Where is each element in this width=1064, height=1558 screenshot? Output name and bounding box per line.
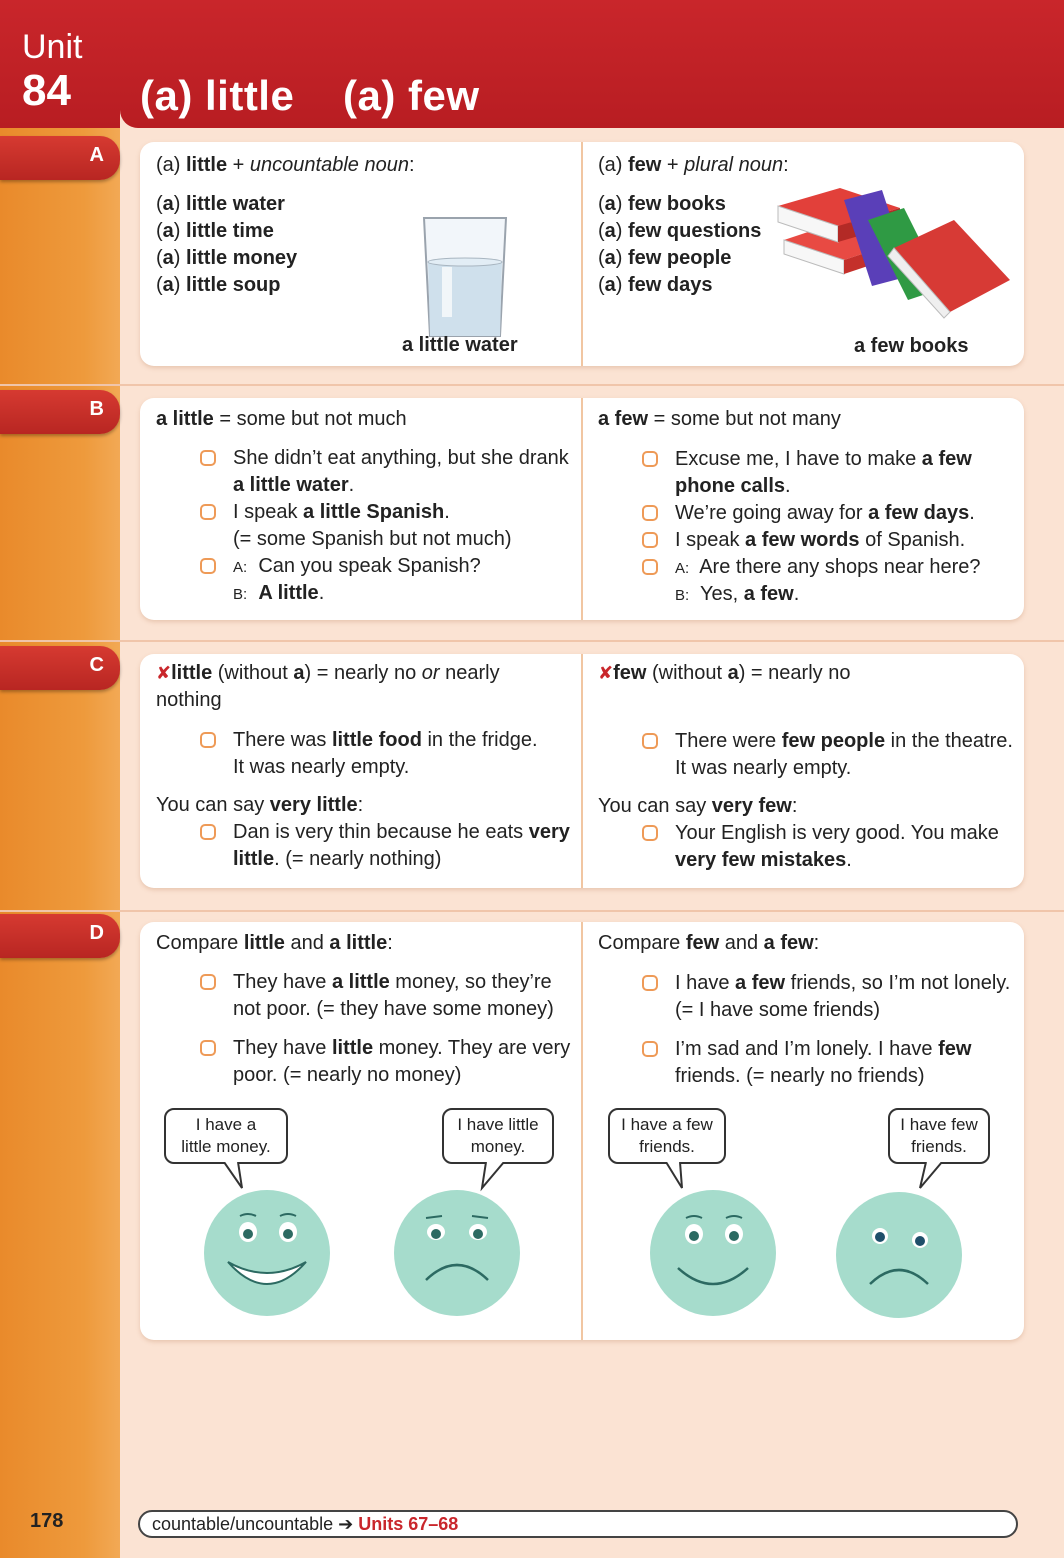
sad-face-icon <box>834 1190 964 1320</box>
speech-bubble: I have a little money. <box>164 1108 288 1164</box>
example-text: very few mistakes. <box>675 849 852 871</box>
sad-face-icon <box>392 1188 522 1318</box>
example-text: A: Are there any shops near here? <box>675 556 981 578</box>
section-tab-d: D <box>0 914 120 958</box>
bullet-icon <box>642 733 658 749</box>
example-text: It was nearly empty. <box>233 756 410 778</box>
list-item: (a) few books <box>598 193 726 215</box>
section-c-left-heading-cont: nothing <box>156 689 222 711</box>
example-text: There were few people in the theatre. <box>675 730 1013 752</box>
section-d-left-heading: Compare little and a little: <box>156 932 393 954</box>
bullet-icon <box>200 504 216 520</box>
example-text: We’re going away for a few days. <box>675 502 975 524</box>
footer-text: countable/uncountable <box>152 1514 339 1534</box>
section-d-panel <box>140 922 1024 1340</box>
units-link[interactable]: Units 67–68 <box>358 1514 459 1534</box>
footer-reference <box>138 1510 1018 1538</box>
bullet-icon <box>642 505 658 521</box>
divider-line <box>0 910 1064 912</box>
example-text: They have a little money, so they’re <box>233 971 552 993</box>
example-text: I have a few friends, so I’m not lonely. <box>675 972 1011 994</box>
bullet-icon <box>642 825 658 841</box>
image-caption: a few books <box>854 335 969 357</box>
example-text: poor. (= nearly no money) <box>233 1064 462 1086</box>
unit-box <box>0 0 120 128</box>
example-text: I speak a few words of Spanish. <box>675 529 966 551</box>
example-text: It was nearly empty. <box>675 757 852 779</box>
example-text: B: A little. <box>233 582 325 604</box>
list-item: (a) little money <box>156 247 298 269</box>
example-text: phone calls. <box>675 475 791 497</box>
bullet-icon <box>642 559 658 575</box>
example-text: I’m sad and I’m lonely. I have few <box>675 1038 972 1060</box>
section-c-left-heading: ✘little (without a) = nearly no or nearly <box>156 662 500 684</box>
example-text: a little water. <box>233 474 355 496</box>
section-d-right-heading: Compare few and a few: <box>598 932 820 954</box>
section-a-panel <box>140 142 1024 366</box>
section-b-panel <box>140 398 1024 620</box>
speech-bubble: I have little money. <box>442 1108 554 1164</box>
example-text: not poor. (= they have some money) <box>233 998 554 1020</box>
section-c-right-heading: ✘few (without a) = nearly no <box>598 662 851 684</box>
page-title: (a) little (a) few <box>140 72 480 119</box>
example-text: She didn’t eat anything, but she drank <box>233 447 569 469</box>
example-text: Dan is very thin because he eats very <box>233 821 570 843</box>
example-text: (= some Spanish but not much) <box>233 528 512 550</box>
happy-face-icon <box>648 1188 778 1318</box>
section-b-right-heading: a few = some but not many <box>598 408 841 430</box>
bubble-tail-icon <box>916 1162 956 1192</box>
speech-bubble: I have a few friends. <box>608 1108 726 1164</box>
bullet-icon <box>642 1041 658 1057</box>
image-caption: a little water <box>402 334 518 356</box>
section-tab-b: B <box>0 390 120 434</box>
cross-icon: ✘ <box>598 663 614 683</box>
section-tab-c: C <box>0 646 120 690</box>
bullet-icon <box>200 732 216 748</box>
section-c-panel <box>140 654 1024 888</box>
example-text: B: Yes, a few. <box>675 583 800 605</box>
books-icon <box>774 180 1014 330</box>
speech-bubble: I have few friends. <box>888 1108 990 1164</box>
bullet-icon <box>642 975 658 991</box>
section-a-right-heading: (a) few + plural noun: <box>598 154 789 176</box>
cross-icon: ✘ <box>156 663 172 683</box>
unit-number: 84 <box>22 66 71 115</box>
example-text: A: Can you speak Spanish? <box>233 555 481 577</box>
bullet-icon <box>642 451 658 467</box>
list-item: (a) few days <box>598 274 713 296</box>
water-glass-icon <box>420 212 510 342</box>
section-a-left-heading: (a) little + uncountable noun: <box>156 154 415 176</box>
sidebar <box>0 0 120 1558</box>
unit-label: Unit <box>22 28 83 66</box>
list-item: (a) little soup <box>156 274 281 296</box>
bullet-icon <box>200 450 216 466</box>
bullet-icon <box>200 824 216 840</box>
list-item: (a) few people <box>598 247 732 269</box>
example-text: There was little food in the fridge. <box>233 729 538 751</box>
example-text: friends. (= nearly no friends) <box>675 1065 925 1087</box>
section-c-right-note: You can say very few: <box>598 795 798 817</box>
bullet-icon <box>642 532 658 548</box>
example-text: Excuse me, I have to make a few <box>675 448 972 470</box>
divider-line <box>0 640 1064 642</box>
example-text: I speak a little Spanish. <box>233 501 450 523</box>
section-b-left-heading: a little = some but not much <box>156 408 407 430</box>
bullet-icon <box>200 974 216 990</box>
list-item: (a) little time <box>156 220 274 242</box>
list-item: (a) little water <box>156 193 285 215</box>
page-number: 178 <box>30 1510 64 1532</box>
example-text: Your English is very good. You make <box>675 822 999 844</box>
bullet-icon <box>200 1040 216 1056</box>
example-text: They have little money. They are very <box>233 1037 571 1059</box>
bullet-icon <box>200 558 216 574</box>
section-tab-a: A <box>0 136 120 180</box>
arrow-right-icon: ➔ <box>338 1514 354 1534</box>
section-c-left-note: You can say very little: <box>156 794 364 816</box>
list-item: (a) few questions <box>598 220 762 242</box>
divider-line <box>0 384 1064 386</box>
happy-face-icon <box>202 1188 332 1318</box>
example-text: little. (= nearly nothing) <box>233 848 442 870</box>
example-text: (= I have some friends) <box>675 999 881 1021</box>
